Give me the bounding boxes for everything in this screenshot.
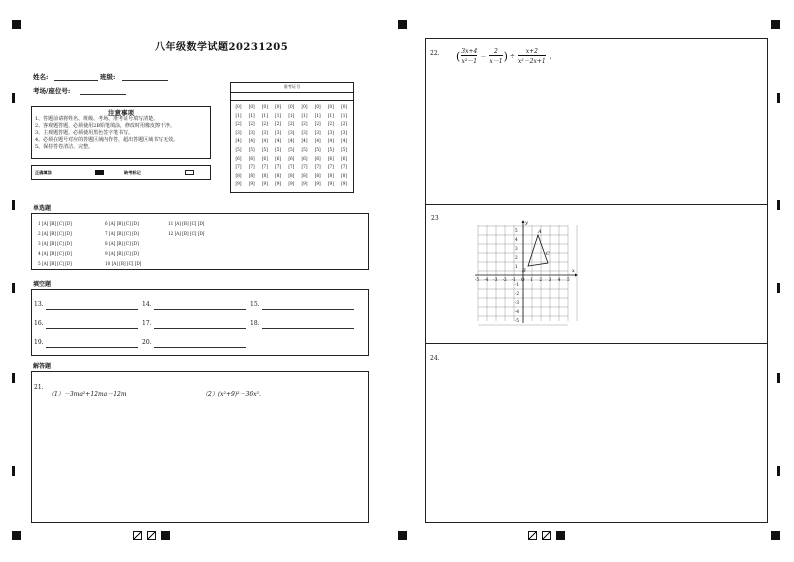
q22-tail: , (549, 53, 552, 60)
timing-mark (777, 466, 780, 476)
exam-id-column[interactable] (259, 103, 270, 189)
exam-id-bubble[interactable]: [2] (235, 121, 242, 127)
exam-id-bubble[interactable]: [9] (341, 181, 348, 187)
corner-mark-mid-bottom (398, 531, 407, 540)
corner-mark-tl (12, 20, 21, 29)
room-seat-label: 考场/座位号: (33, 87, 71, 95)
q21-part2: （2）(x²+9)²－36x². (202, 391, 261, 398)
page-code-hatch (528, 531, 537, 540)
exam-id-bubble[interactable]: [2] (288, 121, 295, 127)
x-tick-label: 3 (548, 277, 552, 282)
exam-id-bubble[interactable]: [0] (301, 104, 308, 109)
x-tick-label: 4 (557, 277, 561, 282)
q22-frac-b-den: x－1 (489, 58, 503, 65)
y-tick-label: -5 (515, 318, 520, 323)
blank-19-label: 19. (34, 339, 44, 346)
blank-16-field[interactable] (46, 328, 138, 329)
name-label: 姓名: (33, 73, 49, 81)
exam-id-bubble[interactable]: [8] (261, 172, 268, 178)
exam-id-bubble[interactable]: [9] (235, 181, 242, 187)
exam-id-bubble[interactable]: [8] (314, 172, 321, 178)
exam-id-bubble[interactable]: [6] (235, 155, 242, 161)
q22-frac-a-num: 3x+4 (461, 48, 478, 55)
blank-14-label: 14. (142, 301, 152, 308)
q23-number: 23 (431, 215, 439, 222)
exam-id-bubble[interactable]: [5] (327, 146, 334, 152)
point-c-label: C (546, 251, 550, 257)
single-choice-title: 单选题 (33, 205, 52, 212)
exam-id-column[interactable] (299, 103, 310, 189)
corner-mark-br (771, 531, 780, 540)
x-tick-label: -2 (502, 277, 507, 282)
timing-mark (12, 200, 15, 210)
exam-id-bubble[interactable]: [0] (261, 104, 268, 109)
room-seat-field[interactable] (80, 94, 126, 95)
class-label: 班级: (100, 73, 116, 81)
exam-id-column[interactable] (246, 103, 257, 189)
exam-id-bubble[interactable]: [1] (288, 112, 295, 118)
y-tick-label: 1 (515, 264, 518, 269)
blank-19-field[interactable] (46, 347, 138, 348)
exam-id-bubble[interactable]: [3] (288, 129, 295, 135)
exam-id-bubble[interactable]: [0] (341, 104, 348, 109)
timing-mark (12, 283, 15, 293)
blank-17-label: 17. (142, 320, 152, 327)
notice-box (31, 106, 211, 159)
exam-id-bubble[interactable]: [5] (261, 146, 268, 152)
exam-id-bubble[interactable]: [8] (327, 172, 334, 178)
exam-id-bubble[interactable]: [2] (301, 121, 308, 127)
exam-id-bubble[interactable]: [1] (275, 112, 282, 118)
y-tick-label: 4 (515, 237, 518, 242)
x-tick-label: 5 (567, 277, 570, 282)
blank-18-label: 18. (250, 320, 260, 327)
page-code-solid (556, 531, 565, 540)
exam-id-column[interactable] (325, 103, 336, 189)
exam-id-bubble[interactable]: [3] (301, 129, 308, 135)
exam-id-bubble[interactable]: [6] (275, 155, 282, 161)
exam-id-bubble[interactable]: [8] (301, 172, 308, 178)
exam-id-bubble[interactable]: [6] (248, 155, 255, 161)
correct-fill-label: 正确填涂 (35, 170, 52, 175)
exam-id-bubble-grid[interactable] (233, 103, 353, 191)
q22-divide: ÷ (509, 53, 515, 60)
page-title: 八年级数学试题20231205 (155, 42, 289, 53)
point-b-label: B (522, 268, 526, 274)
q21-answer-box[interactable] (31, 371, 369, 523)
q22-answer-box[interactable] (425, 38, 768, 205)
exam-id-bubble[interactable]: [4] (288, 138, 295, 144)
exam-id-bubble[interactable]: [4] (301, 138, 308, 144)
blank-20-label: 20. (142, 339, 152, 346)
y-tick-label: -2 (515, 291, 520, 296)
choice-item[interactable]: 12 [A] [B] [C] [D] (168, 231, 205, 236)
exam-id-bubble[interactable]: [3] (261, 129, 268, 135)
exam-id-bubble[interactable]: [4] (235, 138, 242, 144)
exam-id-bubble[interactable]: [1] (261, 112, 268, 118)
exam-id-bubble[interactable]: [9] (288, 181, 295, 187)
q22-frac-c-den: x²－2x+1 (517, 58, 546, 65)
exam-id-write-row[interactable] (231, 92, 353, 101)
y-tick-label: -3 (515, 300, 520, 305)
x-tick-label: -4 (484, 277, 489, 282)
exam-id-bubble[interactable]: [0] (288, 104, 295, 109)
page-code-hatch (542, 531, 551, 540)
blank-18-field[interactable] (262, 328, 354, 329)
choice-item[interactable]: 10 [A] [B] [C] [D] (105, 261, 142, 266)
answer-section-title: 解答题 (33, 363, 52, 370)
exam-id-bubble[interactable]: [4] (275, 138, 282, 144)
exam-id-bubble[interactable]: [0] (327, 104, 334, 109)
notice-item: 1、答题前请将姓名、班级、考场、准考证号填写清楚。 (35, 116, 159, 122)
x-tick-label: O (521, 277, 525, 282)
blank-16-label: 16. (34, 320, 44, 327)
timing-mark (777, 373, 780, 383)
exam-id-bubble[interactable]: [7] (314, 164, 321, 170)
corner-mark-mid-top (398, 20, 407, 29)
choice-item[interactable]: 11 [A] [B] [C] [D] (168, 221, 205, 226)
x-axis-arrow (575, 274, 578, 277)
notice-item: 5、保持答卷清洁、完整。 (35, 144, 94, 150)
exam-id-bubble[interactable]: [2] (314, 121, 321, 127)
exam-id-bubble[interactable]: [5] (314, 146, 321, 152)
exam-id-bubble[interactable]: [0] (275, 104, 282, 109)
exam-id-bubble[interactable]: [9] (327, 181, 334, 187)
exam-id-bubble[interactable]: [6] (301, 155, 308, 161)
choice-item[interactable]: 9 [A] [B] [C] [D] (105, 251, 139, 256)
point-a-label: A (538, 229, 542, 235)
x-tick-label: 1 (530, 277, 533, 282)
blank-15-label: 15. (250, 301, 260, 308)
notice-item: 2、客观题答题，必须使用2B铅笔填涂，修改时用橡皮擦干净。 (35, 123, 176, 129)
exam-id-bubble[interactable]: [3] (248, 129, 255, 135)
blank-20-field[interactable] (154, 347, 246, 348)
exam-id-bubble[interactable]: [4] (341, 138, 348, 144)
name-field[interactable] (54, 80, 98, 81)
q22-frac-c-num: x+2 (525, 48, 538, 55)
q21-part1: （1）－3ma²+12ma－12m (48, 391, 127, 398)
exam-id-bubble[interactable]: [3] (314, 129, 321, 135)
exam-id-bubble[interactable]: [8] (275, 172, 282, 178)
q22-expression: ( 3x+4 x²－1 － 2 x－1 ) ÷ x+2 x²－2x+1 , (456, 48, 552, 65)
q23-coordinate-grid (471, 217, 581, 327)
exam-id-bubble[interactable]: [7] (301, 164, 308, 170)
notice-list (35, 116, 178, 151)
exam-id-bubble[interactable]: [0] (235, 104, 242, 109)
exam-id-bubble[interactable]: [1] (301, 112, 308, 118)
corner-mark-tr (771, 20, 780, 29)
exam-id-bubble[interactable]: [7] (341, 164, 348, 170)
page-code-solid (161, 531, 170, 540)
notice-title: 注意事项 (108, 109, 134, 117)
exam-id-bubble[interactable]: [6] (288, 155, 295, 161)
q22-minus: － (480, 54, 487, 61)
fill-blank-title: 填空题 (33, 281, 52, 288)
exam-id-bubble[interactable]: [4] (314, 138, 321, 144)
q22-frac-a-den: x²－1 (461, 58, 478, 65)
exam-id-bubble[interactable]: [5] (235, 146, 242, 152)
exam-id-bubble[interactable]: [8] (248, 172, 255, 178)
exam-id-bubble[interactable]: [7] (235, 164, 242, 170)
exam-id-bubble[interactable]: [4] (248, 138, 255, 144)
exam-id-bubble[interactable]: [6] (341, 155, 348, 161)
choice-item[interactable]: 6 [A] [B] [C] [D] (105, 221, 139, 226)
y-tick-label: -1 (515, 282, 520, 287)
exam-id-bubble[interactable]: [2] (275, 121, 282, 127)
exam-id-column[interactable] (286, 103, 297, 189)
x-tick-label: -5 (475, 277, 480, 282)
choice-item[interactable]: 5 [A] [B] [C] [D] (38, 261, 72, 266)
exam-id-bubble[interactable]: [4] (261, 138, 268, 144)
exam-id-bubble[interactable]: [2] (327, 121, 334, 127)
exam-id-bubble[interactable]: [1] (314, 112, 321, 118)
exam-id-bubble[interactable]: [8] (235, 172, 242, 178)
y-tick-label: 2 (515, 255, 518, 260)
absent-mark-box[interactable] (185, 170, 194, 175)
exam-id-bubble[interactable]: [9] (275, 181, 282, 187)
timing-mark (777, 200, 780, 210)
choice-item[interactable]: 3 [A] [B] [C] [D] (38, 241, 72, 246)
exam-id-bubble[interactable]: [9] (248, 181, 255, 187)
timing-mark (12, 373, 15, 383)
exam-id-bubble[interactable]: [8] (341, 172, 348, 178)
exam-id-bubble[interactable]: [3] (341, 129, 348, 135)
class-field[interactable] (122, 80, 168, 81)
blank-17-field[interactable] (154, 328, 246, 329)
exam-id-bubble[interactable]: [9] (261, 181, 268, 187)
timing-mark (777, 93, 780, 103)
x-tick-label: 2 (539, 277, 543, 282)
x-axis-label: x (572, 268, 575, 274)
exam-id-bubble[interactable]: [2] (248, 121, 255, 127)
choice-item[interactable]: 1 [A] [B] [C] [D] (38, 221, 72, 226)
blank-15-field[interactable] (262, 309, 354, 310)
exam-id-bubble[interactable]: [1] (235, 112, 242, 118)
exam-id-bubble[interactable]: [5] (248, 146, 255, 152)
exam-id-bubble[interactable]: [9] (301, 181, 308, 187)
exam-id-bubble[interactable]: [3] (327, 129, 334, 135)
exam-id-bubble[interactable]: [0] (314, 104, 321, 109)
exam-id-bubble[interactable]: [5] (341, 146, 348, 152)
exam-id-bubble[interactable]: [7] (248, 164, 255, 170)
exam-id-bubble[interactable]: [7] (261, 164, 268, 170)
corner-mark-bl (12, 531, 21, 540)
exam-id-column[interactable] (233, 103, 244, 189)
timing-mark (777, 283, 780, 293)
exam-id-bubble[interactable]: [7] (275, 164, 282, 170)
choice-item[interactable]: 4 [A] [B] [C] [D] (38, 251, 72, 256)
page-code-hatch (133, 531, 142, 540)
exam-id-bubble[interactable]: [5] (301, 146, 308, 152)
fill-blank-box (31, 289, 369, 356)
exam-id-box (230, 82, 354, 193)
q23-answer-box[interactable] (425, 204, 768, 344)
exam-id-column[interactable] (273, 103, 284, 189)
choice-item[interactable]: 7 [A] [B] [C] [D] (105, 231, 139, 236)
exam-id-bubble[interactable]: [1] (341, 112, 348, 118)
y-tick-label: 3 (515, 246, 518, 251)
exam-id-bubble[interactable]: [5] (288, 146, 295, 152)
exam-id-bubble[interactable]: [1] (248, 112, 255, 118)
exam-id-bubble[interactable]: [9] (314, 181, 321, 187)
exam-id-bubble[interactable]: [6] (314, 155, 321, 161)
single-choice-box (31, 213, 369, 270)
q22-number: 22. (430, 50, 440, 57)
exam-id-bubble[interactable]: [3] (275, 129, 282, 135)
choice-item[interactable]: 2 [A] [B] [C] [D] (38, 231, 72, 236)
y-tick-label: -4 (515, 309, 520, 314)
exam-id-bubble[interactable]: [3] (235, 129, 242, 135)
choice-item[interactable]: 8 [A] [B] [C] [D] (105, 241, 139, 246)
timing-mark (12, 466, 15, 476)
timing-mark (12, 93, 15, 103)
triangle-abc (528, 235, 548, 266)
exam-id-bubble[interactable]: [2] (341, 121, 348, 127)
exam-id-bubble[interactable]: [7] (288, 164, 295, 170)
y-axis-label: y (525, 220, 528, 226)
x-tick-label: -3 (493, 277, 498, 282)
page-code-hatch (147, 531, 156, 540)
exam-id-bubble[interactable]: [7] (327, 164, 334, 170)
x-tick-label: -1 (511, 277, 516, 282)
q24-answer-box[interactable] (425, 343, 768, 523)
exam-id-bubble[interactable]: [4] (327, 138, 334, 144)
fill-legend-box (31, 165, 211, 180)
absent-mark-label: 缺考标记 (124, 170, 141, 175)
notice-item: 3、主观题答题，必须使用黑色签字笔书写。 (35, 130, 134, 136)
exam-id-bubble[interactable]: [0] (248, 104, 255, 109)
notice-item: 4、必须在题号对应的答题区域内作答，超出答题区域书写无效。 (35, 137, 179, 143)
correct-fill-sample (95, 170, 104, 175)
q22-frac-b-num: 2 (494, 48, 498, 55)
exam-id-bubble[interactable]: [1] (327, 112, 334, 118)
q24-number: 24. (430, 355, 440, 362)
exam-id-bubble[interactable]: [6] (261, 155, 268, 161)
y-tick-label: 5 (515, 228, 518, 233)
exam-id-bubble[interactable]: [6] (327, 155, 334, 161)
exam-id-bubble[interactable]: [8] (288, 172, 295, 178)
blank-13-field[interactable] (46, 309, 138, 310)
q21-number: 21. (34, 384, 44, 391)
blank-13-label: 13. (34, 301, 44, 308)
blank-14-field[interactable] (154, 309, 246, 310)
exam-id-column[interactable] (339, 103, 350, 189)
exam-id-bubble[interactable]: [2] (261, 121, 268, 127)
exam-id-column[interactable] (312, 103, 323, 189)
exam-id-bubble[interactable]: [5] (275, 146, 282, 152)
choice-row[interactable] (38, 219, 358, 269)
exam-id-title: 准考证号 (283, 84, 301, 89)
